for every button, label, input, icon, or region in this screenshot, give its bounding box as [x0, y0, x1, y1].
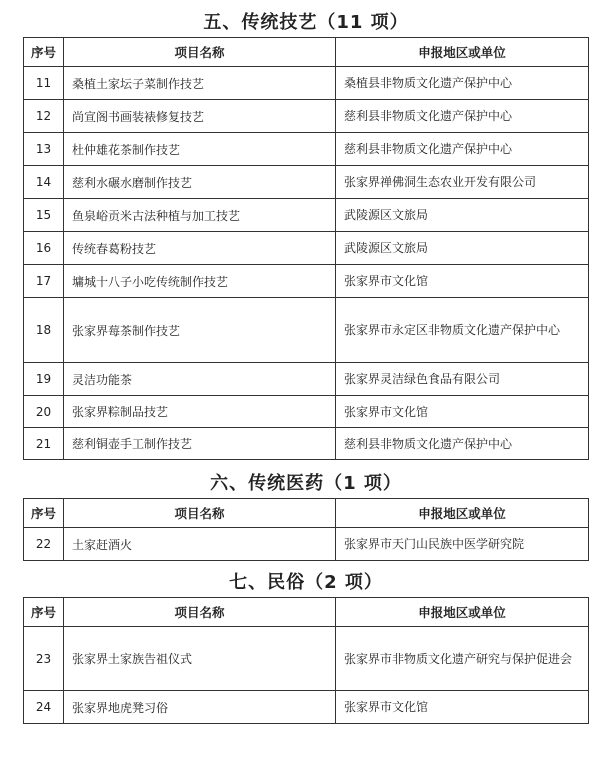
applicant-unit: 张家界市永定区非物质文化遗产保护中心 [336, 298, 589, 363]
project-name: 张家界粽制品技艺 [64, 396, 336, 428]
table-header-row [24, 499, 589, 528]
table-row [24, 100, 589, 133]
header-project-name: 项目名称 [64, 598, 336, 627]
header-applicant-unit: 申报地区或单位 [336, 38, 589, 67]
section-title-traditional-crafts: 五、传统技艺（11 项） [203, 12, 409, 33]
applicant-unit: 武陵源区文旅局 [336, 199, 589, 232]
table-row [24, 133, 589, 166]
applicant-unit: 张家界市文化馆 [336, 396, 589, 428]
table-row [24, 232, 589, 265]
applicant-unit: 张家界灵洁绿色食品有限公司 [336, 363, 589, 396]
project-name: 灵洁功能茶 [64, 363, 336, 396]
row-number: 13 [24, 133, 64, 166]
table-row [24, 67, 589, 100]
applicant-unit: 张家界市文化馆 [336, 691, 589, 724]
row-number: 18 [24, 298, 64, 363]
project-name: 慈利铜壶手工制作技艺 [64, 428, 336, 460]
header-applicant-unit: 申报地区或单位 [336, 499, 589, 528]
applicant-unit: 慈利县非物质文化遗产保护中心 [336, 428, 589, 460]
applicant-unit: 慈利县非物质文化遗产保护中心 [336, 100, 589, 133]
project-name: 张家界莓茶制作技艺 [64, 298, 336, 363]
row-number: 20 [24, 396, 64, 428]
project-name: 土家赶酒火 [64, 528, 336, 561]
header-number: 序号 [24, 38, 64, 67]
section-title-traditional-medicine: 六、传统医药（1 项） [210, 473, 402, 494]
folk-customs-table [23, 597, 589, 724]
header-applicant-unit: 申报地区或单位 [336, 598, 589, 627]
row-number: 15 [24, 199, 64, 232]
project-name: 慈利水碾水磨制作技艺 [64, 166, 336, 199]
project-name: 张家界地虎凳习俗 [64, 691, 336, 724]
project-name: 张家界土家族告祖仪式 [64, 627, 336, 691]
row-number: 23 [24, 627, 64, 691]
header-number: 序号 [24, 598, 64, 627]
project-name: 传统春葛粉技艺 [64, 232, 336, 265]
applicant-unit: 武陵源区文旅局 [336, 232, 589, 265]
project-name: 鱼泉峪贡米古法种植与加工技艺 [64, 199, 336, 232]
row-number: 16 [24, 232, 64, 265]
table-row [24, 528, 589, 561]
row-number: 11 [24, 67, 64, 100]
applicant-unit: 张家界市天门山民族中医学研究院 [336, 528, 589, 561]
header-project-name: 项目名称 [64, 499, 336, 528]
row-number: 22 [24, 528, 64, 561]
row-number: 21 [24, 428, 64, 460]
table-header-row [24, 38, 589, 67]
header-number: 序号 [24, 499, 64, 528]
row-number: 24 [24, 691, 64, 724]
project-name: 桑植土家坛子菜制作技艺 [64, 67, 336, 100]
header-project-name: 项目名称 [64, 38, 336, 67]
row-number: 17 [24, 265, 64, 298]
applicant-unit: 慈利县非物质文化遗产保护中心 [336, 133, 589, 166]
table-row [24, 428, 589, 460]
table-row [24, 396, 589, 428]
medicine-table [23, 498, 589, 561]
row-number: 12 [24, 100, 64, 133]
table-header-row [24, 598, 589, 627]
table-row [24, 166, 589, 199]
table-row [24, 691, 589, 724]
applicant-unit: 桑植县非物质文化遗产保护中心 [336, 67, 589, 100]
row-number: 19 [24, 363, 64, 396]
project-name: 墉城十八子小吃传统制作技艺 [64, 265, 336, 298]
table-row [24, 363, 589, 396]
project-name: 杜仲雄花茶制作技艺 [64, 133, 336, 166]
table-row [24, 298, 589, 363]
row-number: 14 [24, 166, 64, 199]
table-row [24, 199, 589, 232]
section-title-folk-customs: 七、民俗（2 项） [229, 572, 383, 593]
crafts-table [23, 37, 589, 460]
applicant-unit: 张家界市非物质文化遗产研究与保护促进会 [336, 627, 589, 691]
applicant-unit: 张家界禅佛洞生态农业开发有限公司 [336, 166, 589, 199]
applicant-unit: 张家界市文化馆 [336, 265, 589, 298]
table-row [24, 627, 589, 691]
project-name: 尚宣阁书画装裱修复技艺 [64, 100, 336, 133]
table-row [24, 265, 589, 298]
